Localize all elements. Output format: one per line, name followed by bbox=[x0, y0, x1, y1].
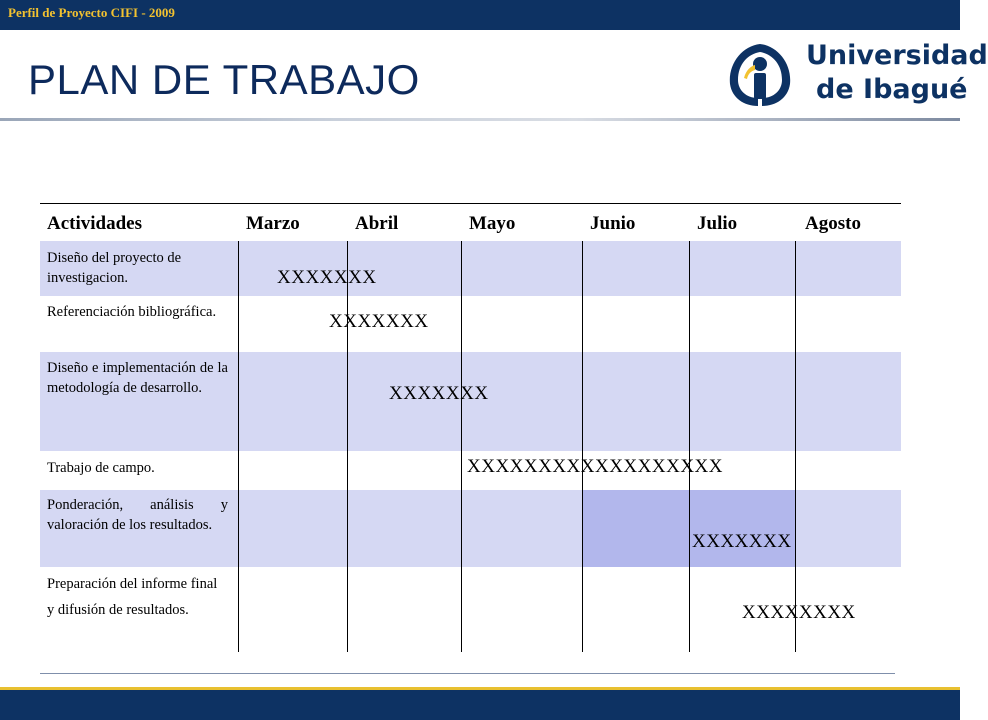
schedule-mark: XXXXXXXXXXXXXXXXXX bbox=[467, 456, 723, 477]
logo-line-1: Universidad bbox=[806, 40, 988, 71]
university-emblem-icon bbox=[724, 42, 796, 108]
project-label: Perfil de Proyecto CIFI - 2009 bbox=[8, 5, 175, 20]
footer-divider bbox=[40, 673, 895, 674]
column-header-activities: Actividades bbox=[47, 213, 142, 234]
column-header-june: Junio bbox=[590, 213, 636, 234]
slide-title: PLAN DE TRABAJO bbox=[28, 56, 420, 103]
activity-label: Diseño del proyecto de investigacion. bbox=[47, 250, 182, 286]
activity-label: Diseño e implementación de la metodología de desarrollo. bbox=[47, 360, 228, 396]
schedule-mark: XXXXXXX bbox=[389, 383, 489, 404]
column-header-july: Julio bbox=[697, 213, 738, 234]
university-logo bbox=[724, 40, 988, 110]
activity-label: Referenciación bibliográfica. bbox=[47, 304, 217, 320]
column-header-may: Mayo bbox=[469, 213, 516, 234]
column-divider bbox=[689, 241, 690, 652]
column-header-march: Marzo bbox=[246, 213, 300, 234]
logo-line-2: de Ibagué bbox=[816, 74, 968, 105]
column-divider bbox=[347, 241, 348, 652]
schedule-mark: XXXXXXX bbox=[692, 531, 792, 552]
work-plan-table bbox=[40, 203, 901, 652]
column-divider bbox=[795, 241, 796, 652]
column-divider bbox=[582, 241, 583, 652]
activity-label: Trabajo de campo. bbox=[47, 460, 155, 476]
column-header-august: Agosto bbox=[805, 213, 861, 234]
bottom-bar bbox=[0, 690, 960, 720]
schedule-mark: XXXXXXX bbox=[277, 267, 377, 288]
activity-label: Preparación del informe final y difusión de resultados. bbox=[47, 576, 218, 618]
top-bar bbox=[0, 0, 960, 30]
column-divider bbox=[461, 241, 462, 652]
schedule-mark: XXXXXXXX bbox=[742, 602, 856, 623]
title-divider bbox=[0, 118, 960, 121]
activity-label: Ponderación, análisis y valoración de los resultados. bbox=[47, 497, 228, 533]
schedule-mark: XXXXXXX bbox=[329, 311, 429, 332]
header-top-border bbox=[40, 203, 901, 204]
column-header-april: Abril bbox=[355, 213, 399, 234]
column-divider bbox=[238, 241, 239, 652]
